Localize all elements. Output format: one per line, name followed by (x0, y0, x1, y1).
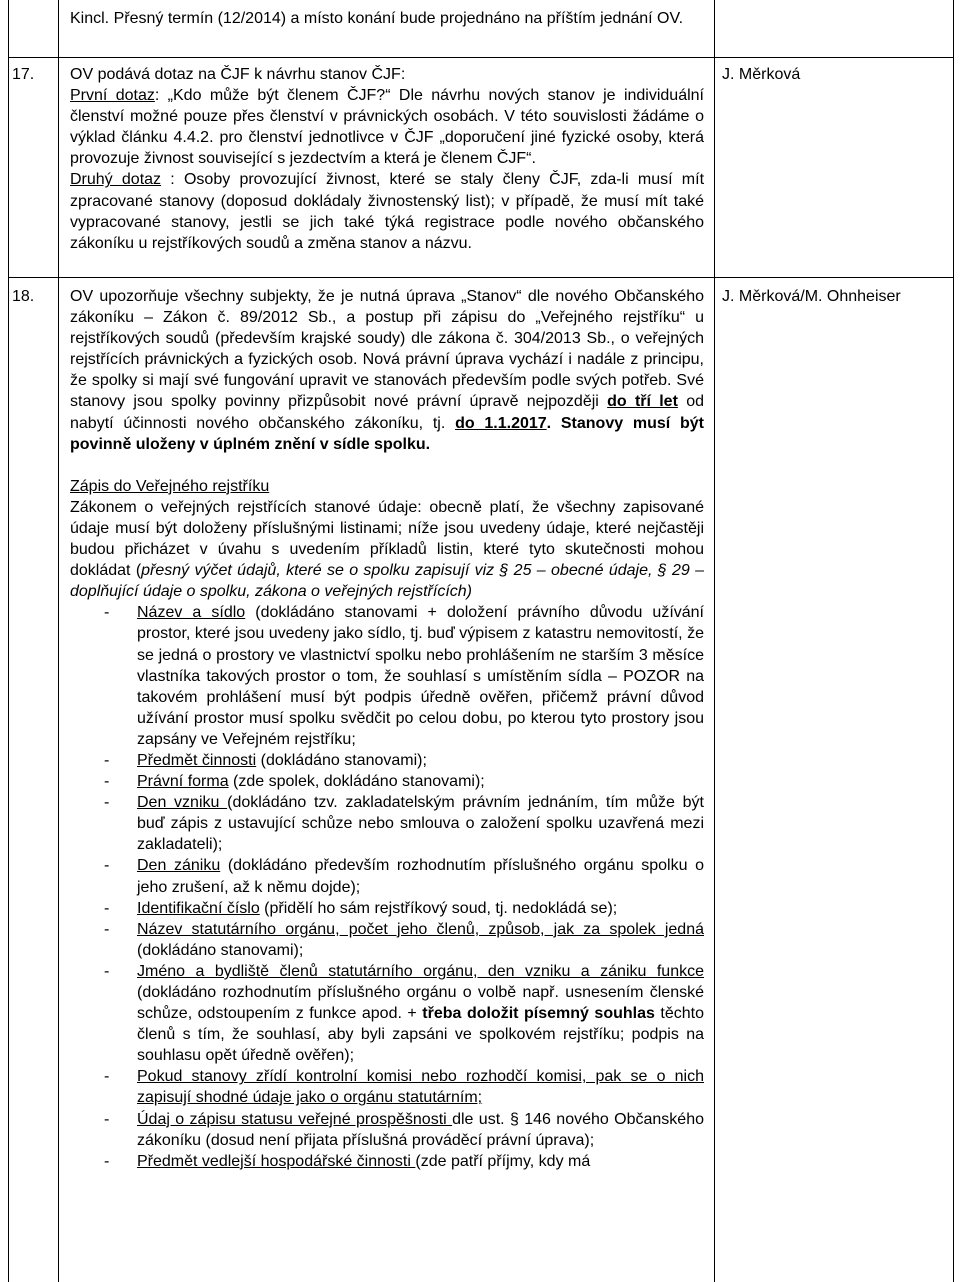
deadline-three-years: do tří let (607, 393, 678, 411)
section-intro: Zákonem o veřejných rejstřících stanové údaje: obecně platí, že všechny zapisované údaje musí být doloženy příslušnými listinami; níže jsou uvedeny údaje, které nejčastěji budou přicházet v úvahu s uvedením příkladů listin, které tyto skutečnosti mohou dokládat (přesný výčet údajů, které se o spolku zapisují viz § 25 – obecné údaje, § 29 – doplňující údaje o spolku, zákona o veřejných rejstřících) (70, 498, 705, 601)
row-divider-17 (8, 57, 954, 58)
first-question-text: : „Kdo může být členem ČJF?“ Dle návrhu nových stanov je individuální členství možné pouze přes členství v právnických osobách. V této souvislosti žádáme o výklad článku 4.4.2. pro členství jednotlivce v ČJF „doporučení jiné fyzické osoby, která provozuje živnost související s jezdectvím a která je členem ČJF“. (70, 87, 705, 168)
list-item: - Údaj o zápisu statusu veřejné prospěšnosti dle ust. § 146 nového Občanského zákoníku (dosud není přijata příslušná prováděcí právní úprava); (104, 1110, 704, 1149)
first-question-label: První dotaz (70, 87, 155, 105)
list-item: - Předmět vedlejší hospodářské činnosti (zde patří příjmy, kdy má (104, 1152, 591, 1170)
list-item: - Identifikační číslo (přidělí ho sám rejstříkový soud, tj. nedokládá se); (104, 899, 618, 917)
table-border-left (8, 0, 9, 1282)
list-item: - Právní forma (zde spolek, dokládáno stanovami); (104, 773, 485, 791)
table-border-right (953, 0, 954, 1282)
list-item: - Den zániku (dokládáno především rozhodnutím příslušného orgánu spolku o jeho zrušení, až k němu dojde); (104, 857, 705, 896)
list-item: - Název a sídlo (dokládáno stanovami + doložení právního důvodu užívání prostor, které jsou uvedeny jako sídlo, tj. buď výpisem z katastru nemovitostí, že se jedná o prostory ve vlastnictví spolku nebo prohlášením ne starším 3 měsíce vlastníka takových prostor o tom, že souhlasí s umístěním sídla – POZOR na takovém prohlášení musí být podpis úředně ověřen, přičemž právní důvod užívání prostor musí spolku svědčit po celou dobu, po kterou tyto prostory jsou zapsány ve Veřejném rejstříku; (104, 604, 705, 748)
list-item: - Název statutárního orgánu, počet jeho členů, způsob, jak za spolek jedná (dokládáno stanovami); (104, 920, 704, 959)
second-question-label: Druhý dotaz (70, 171, 162, 189)
column-divider-number (58, 0, 59, 1282)
row-divider-18 (8, 277, 954, 278)
row-17-text (70, 64, 704, 254)
statutes-notice: OV upozorňuje všechny subjekty, že je nutná úprava „Stanov“ dle nového Občanského zákoníku – Zákon č. 89/2012 Sb., a postup při zápisu do „Veřejného rejstříku“ u rejstříkových soudů (především krajské soudy) dle zákona č. 304/2013 Sb., o veřejných rejstřících právnických a fyzických osob. Nová právní úprava vychází i nadále z principu, že spolky si mají své fungování upravit ve stanovách především podle svých potřeb. Své stanovy jsou spolky povinny přizpůsobit nové právní úpravě nejpozději do tří let od nabytí účinnosti nového občanského zákoníku, tj. do 1.1.2017. Stanovy musí být povinně uloženy v úplném znění v sídle spolku. (70, 288, 705, 453)
row-17-responsible: J. Měrková (722, 66, 801, 83)
row-18-responsible: J. Měrková/M. Ohnheiser (722, 288, 901, 305)
row-18-number: 18. (12, 288, 35, 305)
column-divider-responsible (714, 0, 715, 1282)
section-heading: Zápis do Veřejného rejstříku (70, 477, 270, 495)
deadline-date: do 1.1.2017 (455, 414, 547, 432)
row-18-text (70, 286, 704, 1172)
list-item: - Pokud stanovy zřídí kontrolní komisi nebo rozhodčí komisi, pak se o nich zapisují shodné údaje jako o orgánu statutárním; (104, 1068, 704, 1107)
list-item: - Předmět činnosti (dokládáno stanovami); (104, 751, 427, 769)
registry-items-list (70, 602, 704, 1172)
top-row-text: Kincl. Přesný termín (12/2014) a místo konání bude projednáno na příštím jednání OV. (70, 10, 684, 27)
second-question-text: : Osoby provozující živnost, které se staly členy ČJF, zda-li musí mít zpracované stanovy (doposud dokládaly živnostenský list); v případě, že musí mít také vypracované stanovy, jestli se jich také týká registrace podle nového občanského zákoníku u rejstříkových soudů a změna stanov a názvu. (70, 171, 705, 252)
list-item: - Jméno a bydliště členů statutárního orgánu, den vzniku a zániku funkce (dokládáno rozhodnutím příslušného orgánu o volbě např. usnesením členské schůze, odstoupením z funkce apod. + třeba doložit písemný souhlas těchto členů s tím, že souhlasí, aby byli zapsáni ve spolkovém rejstříku; podpis na souhlasu opět úředně ověřen); (104, 962, 705, 1065)
list-item: - Den vzniku (dokládáno tzv. zakladatelským právním jednáním, tím může být buď zápis z ustavující schůze nebo smlouva o založení spolku uzavřená mezi zakladateli); (104, 794, 705, 854)
row-17-line-1: OV podává dotaz na ČJF k návrhu stanov ČJF: (70, 66, 406, 83)
row-17-number: 17. (12, 66, 35, 83)
